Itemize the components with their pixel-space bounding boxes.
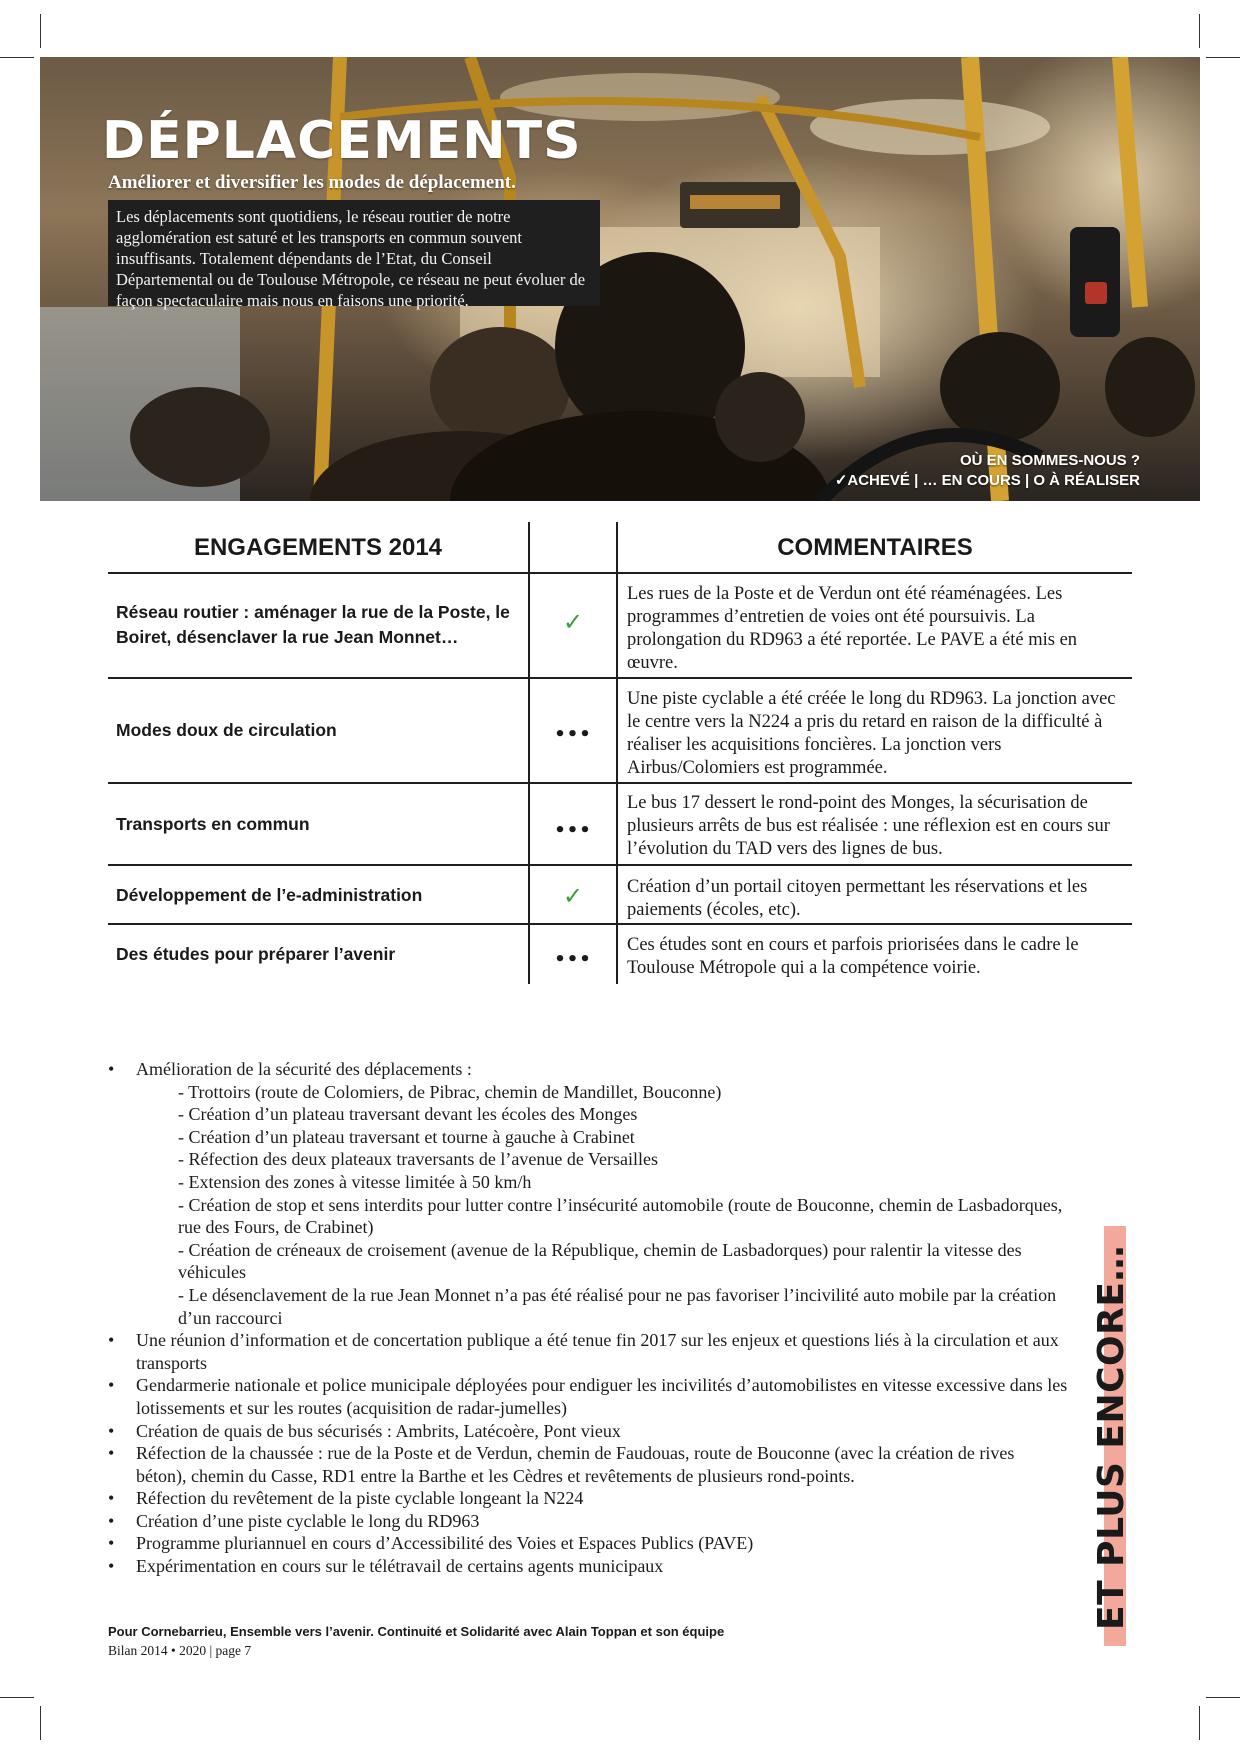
- side-banner-text: ET PLUS ENCORE…: [1091, 1245, 1132, 1630]
- sub-list-item: - Réfection des deux plateaux traversants de l’avenue de Versailles: [178, 1149, 658, 1170]
- list-item: • Réfection du revêtement de la piste cyclable longeant la N224: [108, 1487, 1068, 1510]
- sub-list-item: - Création de stop et sens interdits pour lutter contre l’insécurité automobile (route de Bouconne, chemin de Lasbadorques, rue des Fours, de Crabinet): [178, 1194, 1063, 1238]
- list-item-text: Amélioration de la sécurité des déplacements :: [136, 1059, 472, 1079]
- column-divider: [616, 522, 618, 984]
- row-divider: [108, 677, 1132, 679]
- crop-mark: [1199, 14, 1200, 48]
- page-subtitle: Améliorer et diversifier les modes de déplacement.: [108, 172, 516, 193]
- row-divider: [108, 782, 1132, 784]
- sub-list-item: - Le désenclavement de la rue Jean Monnet n’a pas été réalisé pour ne pas favoriser l’incivilité auto mobile par la création d’un raccourci: [178, 1284, 1057, 1328]
- sub-list-item: - Création d’un plateau traversant devant les écoles des Monges: [178, 1104, 638, 1125]
- list-item: • Expérimentation en cours sur le télétravail de certains agents municipaux: [108, 1555, 1068, 1578]
- achievements-list: [108, 1058, 1068, 1578]
- ellipsis-icon: •••: [554, 949, 592, 970]
- list-item: • Programme pluriannuel en cours d’Accessibilité des Voies et Espaces Publics (PAVE): [108, 1532, 1068, 1555]
- intro-text: Les déplacements sont quotidiens, le réseau routier de notre agglomération est saturé et les transports en commun souvent insuffisants. Totalement dépendants de l’Etat, du Conseil Départemental ou de Toulouse Métropole, ce réseau ne peut évoluer de façon spectaculaire mais nous en faisons une priorité.: [108, 200, 600, 306]
- ellipsis-icon: •••: [554, 820, 592, 841]
- sub-list: [136, 1081, 1068, 1330]
- list-item: [108, 1058, 1068, 1329]
- footer-page-info: Bilan 2014 • 2020 | page 7: [108, 1643, 252, 1658]
- row-divider: [108, 572, 1132, 574]
- engagement-comment: Une piste cyclable a été créée le long du RD963. La jonction avec le centre vers la N224 a pris du retard en raison de la difficulté à réaliser les acquisitions foncières. La jonction vers Airbus/Colomiers est programmée.: [627, 689, 1116, 778]
- header-engagements: ENGAGEMENTS 2014: [193, 534, 443, 561]
- crop-mark: [0, 1697, 34, 1698]
- engagement-comment: Le bus 17 dessert le rond-point des Monges, la sécurisation de plusieurs arrêts de bus est réalisée : une réflexion est en cours sur l’évolution du TAD vers des lignes de bus.: [627, 793, 1110, 859]
- check-icon: ✓: [562, 608, 584, 636]
- sub-list-item: - Trottoirs (route de Colomiers, de Pibrac, chemin de Mandillet, Bouconne): [178, 1081, 722, 1102]
- status-key: ✓ACHEVÉ | … EN COURS | O À RÉALISER: [834, 472, 1140, 489]
- column-divider: [528, 522, 530, 984]
- list-item: • Gendarmerie nationale et police municipale déployées pour endiguer les incivilités d’automobilistes en vitesse excessive dans les lotissements et sur les routes (acquisition de radar-jumelles): [108, 1374, 1068, 1419]
- sub-list-item: - Création d’un plateau traversant et tourne à gauche à Crabinet: [178, 1126, 635, 1147]
- status-question: OÙ EN SOMMES-NOUS ?: [959, 452, 1140, 469]
- crop-mark: [40, 14, 41, 48]
- list-item: • Création de quais de bus sécurisés : Ambrits, Latécoère, Pont vieux: [108, 1420, 1068, 1443]
- sub-list-item: - Création de créneaux de croisement (avenue de la République, chemin de Lasbadorques) pour ralentir la vitesse des véhicules: [178, 1239, 1022, 1283]
- engagement-comment: Ces études sont en cours et parfois priorisées dans le cadre le Toulouse Métropole qui a la compétence voirie.: [627, 935, 1079, 978]
- check-icon: ✓: [562, 882, 584, 910]
- engagement-comment: Les rues de la Poste et de Verdun ont été réaménagées. Les programmes d’entretien de voies ont été poursuivis. La prolongation du RD963 a été reportée. Le PAVE a été mis en œuvre.: [627, 584, 1078, 673]
- crop-mark: [1199, 1706, 1200, 1740]
- crop-mark: [40, 1706, 41, 1740]
- row-divider: [108, 923, 1132, 925]
- page-title: DÉPLACEMENTS: [102, 111, 582, 171]
- header-comments: COMMENTAIRES: [777, 534, 973, 561]
- crop-mark: [1206, 57, 1240, 58]
- status-legend: [835, 451, 1140, 491]
- engagement-comment: Création d’un portail citoyen permettant les réservations et les paiements (écoles, etc).: [627, 877, 1088, 920]
- hero-banner: [40, 57, 1200, 501]
- sub-list-item: - Extension des zones à vitesse limitée à 50 km/h: [178, 1171, 532, 1192]
- list-item: • Création d’une piste cyclable le long du RD963: [108, 1510, 1068, 1533]
- engagement-label: Modes doux de circulation: [116, 720, 337, 740]
- ellipsis-icon: •••: [554, 724, 592, 745]
- list-item: • Réfection de la chaussée : rue de la Poste et de Verdun, chemin de Faudouas, route de Bouconne (avec la création de rives béton), chemin du Casse, RD1 entre la Barthe et les Cèdres et revêtements de plusieurs rond-points.: [108, 1442, 1068, 1487]
- crop-mark: [0, 57, 34, 58]
- engagement-label: Transports en commun: [116, 814, 310, 834]
- engagement-label: Réseau routier : aménager la rue de la Poste, le Boiret, désenclaver la rue Jean Monnet…: [116, 602, 510, 647]
- crop-mark: [1206, 1697, 1240, 1698]
- list-item: • Une réunion d’information et de concertation publique a été tenue fin 2017 sur les enjeux et questions liés à la circulation et aux transports: [108, 1329, 1068, 1374]
- engagement-label: Des études pour préparer l’avenir: [116, 944, 396, 964]
- footer-slogan: Pour Cornebarrieu, Ensemble vers l’avenir. Continuité et Solidarité avec Alain Toppan et son équipe: [108, 1624, 725, 1639]
- engagement-label: Développement de l’e-administration: [116, 885, 423, 905]
- row-divider: [108, 864, 1132, 866]
